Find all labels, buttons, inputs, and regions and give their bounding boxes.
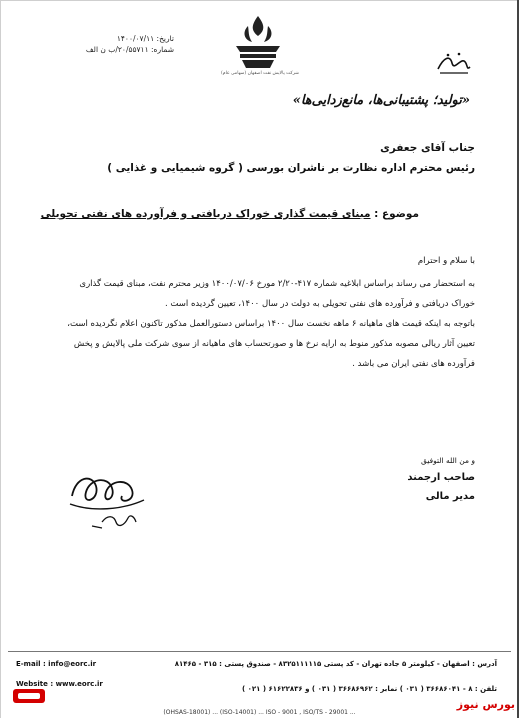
- footer-phone: تلفن : ۸ - ۳۶۶۸۶۰۴۱ ( ۰۳۱ ) نمابر : ۳۶۶۸۶۹۶۲ ( ۰۳۱ ) و ۶۱۶۲۲۸۳۶ ( ۰۲۱ ): [241, 685, 497, 693]
- subject-text: مبنای قیمت گذاری خوراک دریافتی و فرآورده های نفتی تحویلی: [40, 208, 371, 220]
- footer-email: E-mail : info@eorc.ir: [16, 660, 97, 668]
- company-caption: شرکت پالایش نفت اصفهان (سهامی عام): [221, 71, 299, 76]
- closing-phrase: و من الله التوفیق: [421, 456, 475, 465]
- subject-line: [41, 208, 419, 220]
- greeting: با سلام و احترام: [417, 256, 475, 266]
- signer-name: صاحب ارجمند: [407, 472, 475, 483]
- company-logo-icon: [222, 12, 294, 74]
- letter-number: شماره: ۲۰/۵۵۷۱۱/ب ن الف: [85, 45, 174, 54]
- footer-website: Website : www.eorc.ir: [16, 680, 103, 688]
- page-border-top: [0, 0, 519, 1]
- handwritten-signature-icon: [62, 456, 152, 538]
- year-slogan: «تولید؛ پشتیبانی‌ها، مانع‌زدایی‌ها»: [292, 93, 470, 108]
- footer-divider: [8, 651, 511, 652]
- signer-title: مدیر مالی: [425, 491, 475, 502]
- body-paragraph-2: باتوجه به اینکه قیمت های ماهیانه ۶ ماهه نخست سال ۱۴۰۰ براساس دستورالعمل مذکور تاکنون اعلام نگردیده است، تعیین آثار ریالی مصوبه مذکور منوط به ارایه نرخ ها و صورتحساب های ماهیانه از سوی شرکت ملی پالایش و پخش فرآورده های نفتی ایران می باشد .: [67, 319, 475, 369]
- letter-date: تاریخ: ۱۴۰۰/۰۷/۱۱: [116, 34, 174, 43]
- news-logo-icon: [12, 686, 46, 706]
- recipient-name: جناب آقای جعفری: [380, 142, 475, 154]
- bismillah-calligraphy-icon: [434, 49, 474, 79]
- subject-label: موضوع :: [374, 208, 419, 220]
- page-border-left: [0, 0, 1, 718]
- footer-certifications: (OHSAS-18001) ... (ISO-14001) ... ISO - 9001 , ISO/TS - 29001 ...: [163, 709, 356, 716]
- news-watermark: بورس نیوز: [456, 698, 515, 711]
- body-paragraph-1: به استحضار می رساند براساس ابلاغیه شماره ۴۱۷-۲/۲۰ مورخ ۱۴۰۰/۰۷/۰۶ وزیر محترم نفت، مبنای قیمت گذاری خوراک دریافتی و فرآورده های نفتی تحویلی به دولت در سال ۱۴۰۰، تعیین گردیده است .: [79, 279, 475, 309]
- recipient-title: رئیس محترم اداره نظارت بر ناشران بورسی ( گروه شیمیایی و غذایی ): [107, 162, 475, 174]
- footer-address: آدرس : اصفهان - کیلومتر ۵ جاده تهران - کد پستی ۸۳۲۵۱۱۱۱۱۵ - صندوق پستی : ۳۱۵ - ۸۱۴۶۵: [174, 660, 497, 668]
